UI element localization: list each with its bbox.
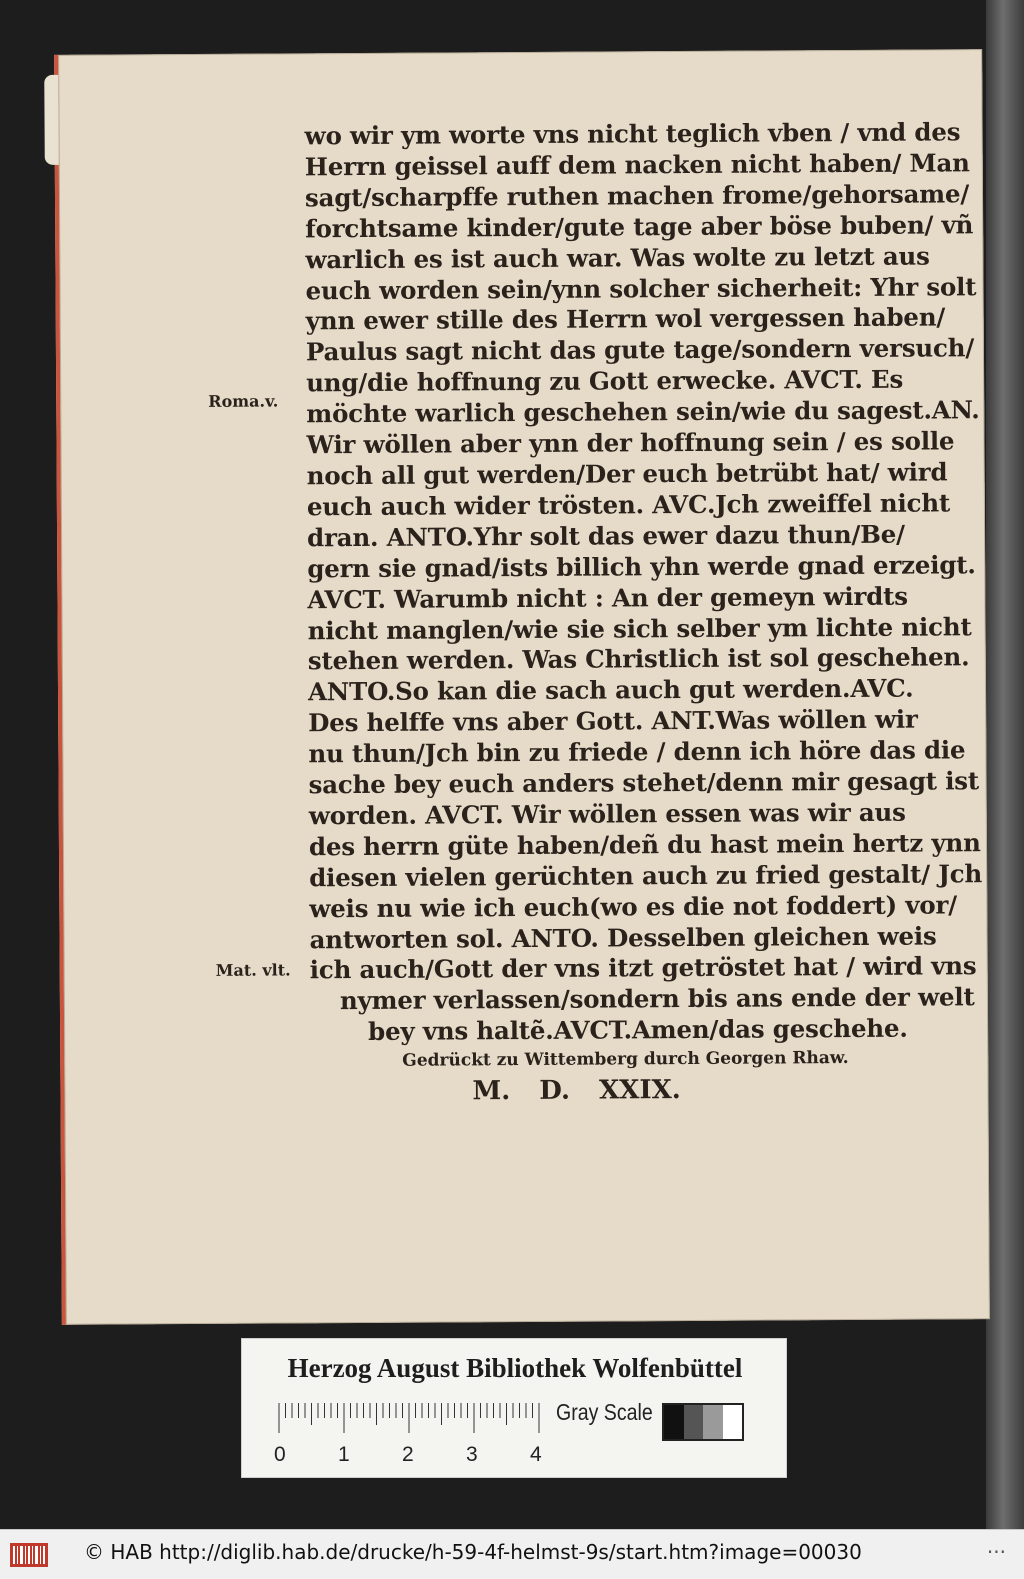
text-line: worden. AVCT. Wir wöllen essen was wir aus [308,797,906,831]
gray-swatch-cell [703,1405,723,1439]
margin-note-roma: Roma.v. [208,391,279,411]
text-line: stehen werden. Was Christlich ist sol geschehen. [307,642,970,676]
text-line: gern sie gnad/ists billich yhn werde gnad erzeigt. [307,549,976,583]
library-color-card [241,1338,787,1478]
text-line: des herrn güte haben/deñ du hast mein hertz ynn [308,828,981,862]
text-line: noch all gut werden/Der euch betrübt hat/ wird [306,457,948,491]
text-line: sagt/scharpffe ruthen machen frome/gehorsame/ [304,179,970,213]
text-line: möchte warlich geschehen sein/wie du sagest.AN. [306,395,980,429]
barcode-icon [10,1541,48,1569]
text-line: Paulus sagt nicht das gute tage/sondern versuch/ [305,333,975,367]
ruler-label: 3 [466,1443,478,1466]
text-line: ANTO.So kan die sach auch gut werden.AVC. [307,673,914,707]
book-page [54,49,990,1325]
gray-swatch-cell [664,1405,684,1439]
page-curl [44,75,59,165]
gray-scale-label: Gray Scale [556,1399,653,1425]
text-line: dran. ANTO.Yhr solt das ewer dazu thun/Be/ [306,519,905,553]
printer-imprint: Gedrückt zu Wittemberg durch Georgen Rhaw. [402,1048,849,1071]
text-line: bey vns haltẽ.AVCT.Amen/das geschehe. [368,1013,908,1047]
status-bar [0,1529,1024,1579]
gray-scale-swatch [662,1403,744,1441]
ruler-label: 0 [274,1443,286,1466]
ruler-label: 2 [402,1443,414,1466]
imprint-date: M. D. XXIX. [472,1075,681,1107]
ruler-label: 4 [530,1443,542,1466]
text-line: ynn ewer stille des Herrn wol vergessen haben/ [305,302,946,336]
text-line: Des helffe vns aber Gott. ANT.Was wöllen wir [308,704,918,738]
measurement-ruler [278,1403,540,1433]
text-line: forchtsame kinder/gute tage aber böse buben/ vñ [305,209,974,244]
text-line: Herrn geissel auff dem nacken nicht haben/ Man [304,148,970,182]
text-line: euch auch wider trösten. AVC.Jch zweiffel nicht [306,488,951,522]
margin-note-mat: Mat. vlt. [215,960,291,980]
text-line: nicht manglen/wie sie sich selber ym lichte nicht [307,611,972,645]
text-line: nu thun/Jch bin zu friede / denn ich höre das die [308,735,966,769]
gray-swatch-cell [684,1405,704,1439]
text-line: euch worden sein/ynn solcher sicherheit: Yhr solt [305,271,977,305]
text-line: antworten sol. ANTO. Desselben gleichen weis [309,921,937,954]
text-line: ung/die hoffnung zu Gott erwecke. AVCT. Es [306,364,904,398]
text-line: ich auch/Gott der vns itzt getröstet hat / wird vns [309,951,977,985]
gray-swatch-cell [723,1405,743,1439]
text-line: sache bey euch anders stehet/denn mir gesagt ist [308,766,980,800]
more-icon[interactable]: ··· [986,1540,1006,1564]
source-url: © HAB http://diglib.hab.de/drucke/h-59-4f-helmst-9s/start.htm?image=00030 [84,1540,862,1564]
page-text [304,117,983,1048]
text-line: Wir wöllen aber ynn der hoffnung sein / es solle [306,426,955,460]
text-line: warlich es ist auch war. Was wolte zu letzt aus [305,241,930,274]
text-line: nymer verlassen/sondern bis ans ende der welt [339,982,975,1016]
text-line: AVCT. Warumb nicht : An der gemeyn wirdts [307,581,908,614]
text-line: weis nu wie ich euch(wo es die not foddert) vor/ [309,890,958,923]
book-edge [986,0,1024,1530]
text-line: wo wir ym worte vns nicht teglich vben / vnd des [304,117,961,151]
text-line: diesen vielen gerüchten auch zu fried gestalt/ Jch [309,858,983,893]
library-name: Herzog August Bibliothek Wolfenbüttel [287,1353,743,1383]
ruler-label: 1 [338,1443,350,1466]
